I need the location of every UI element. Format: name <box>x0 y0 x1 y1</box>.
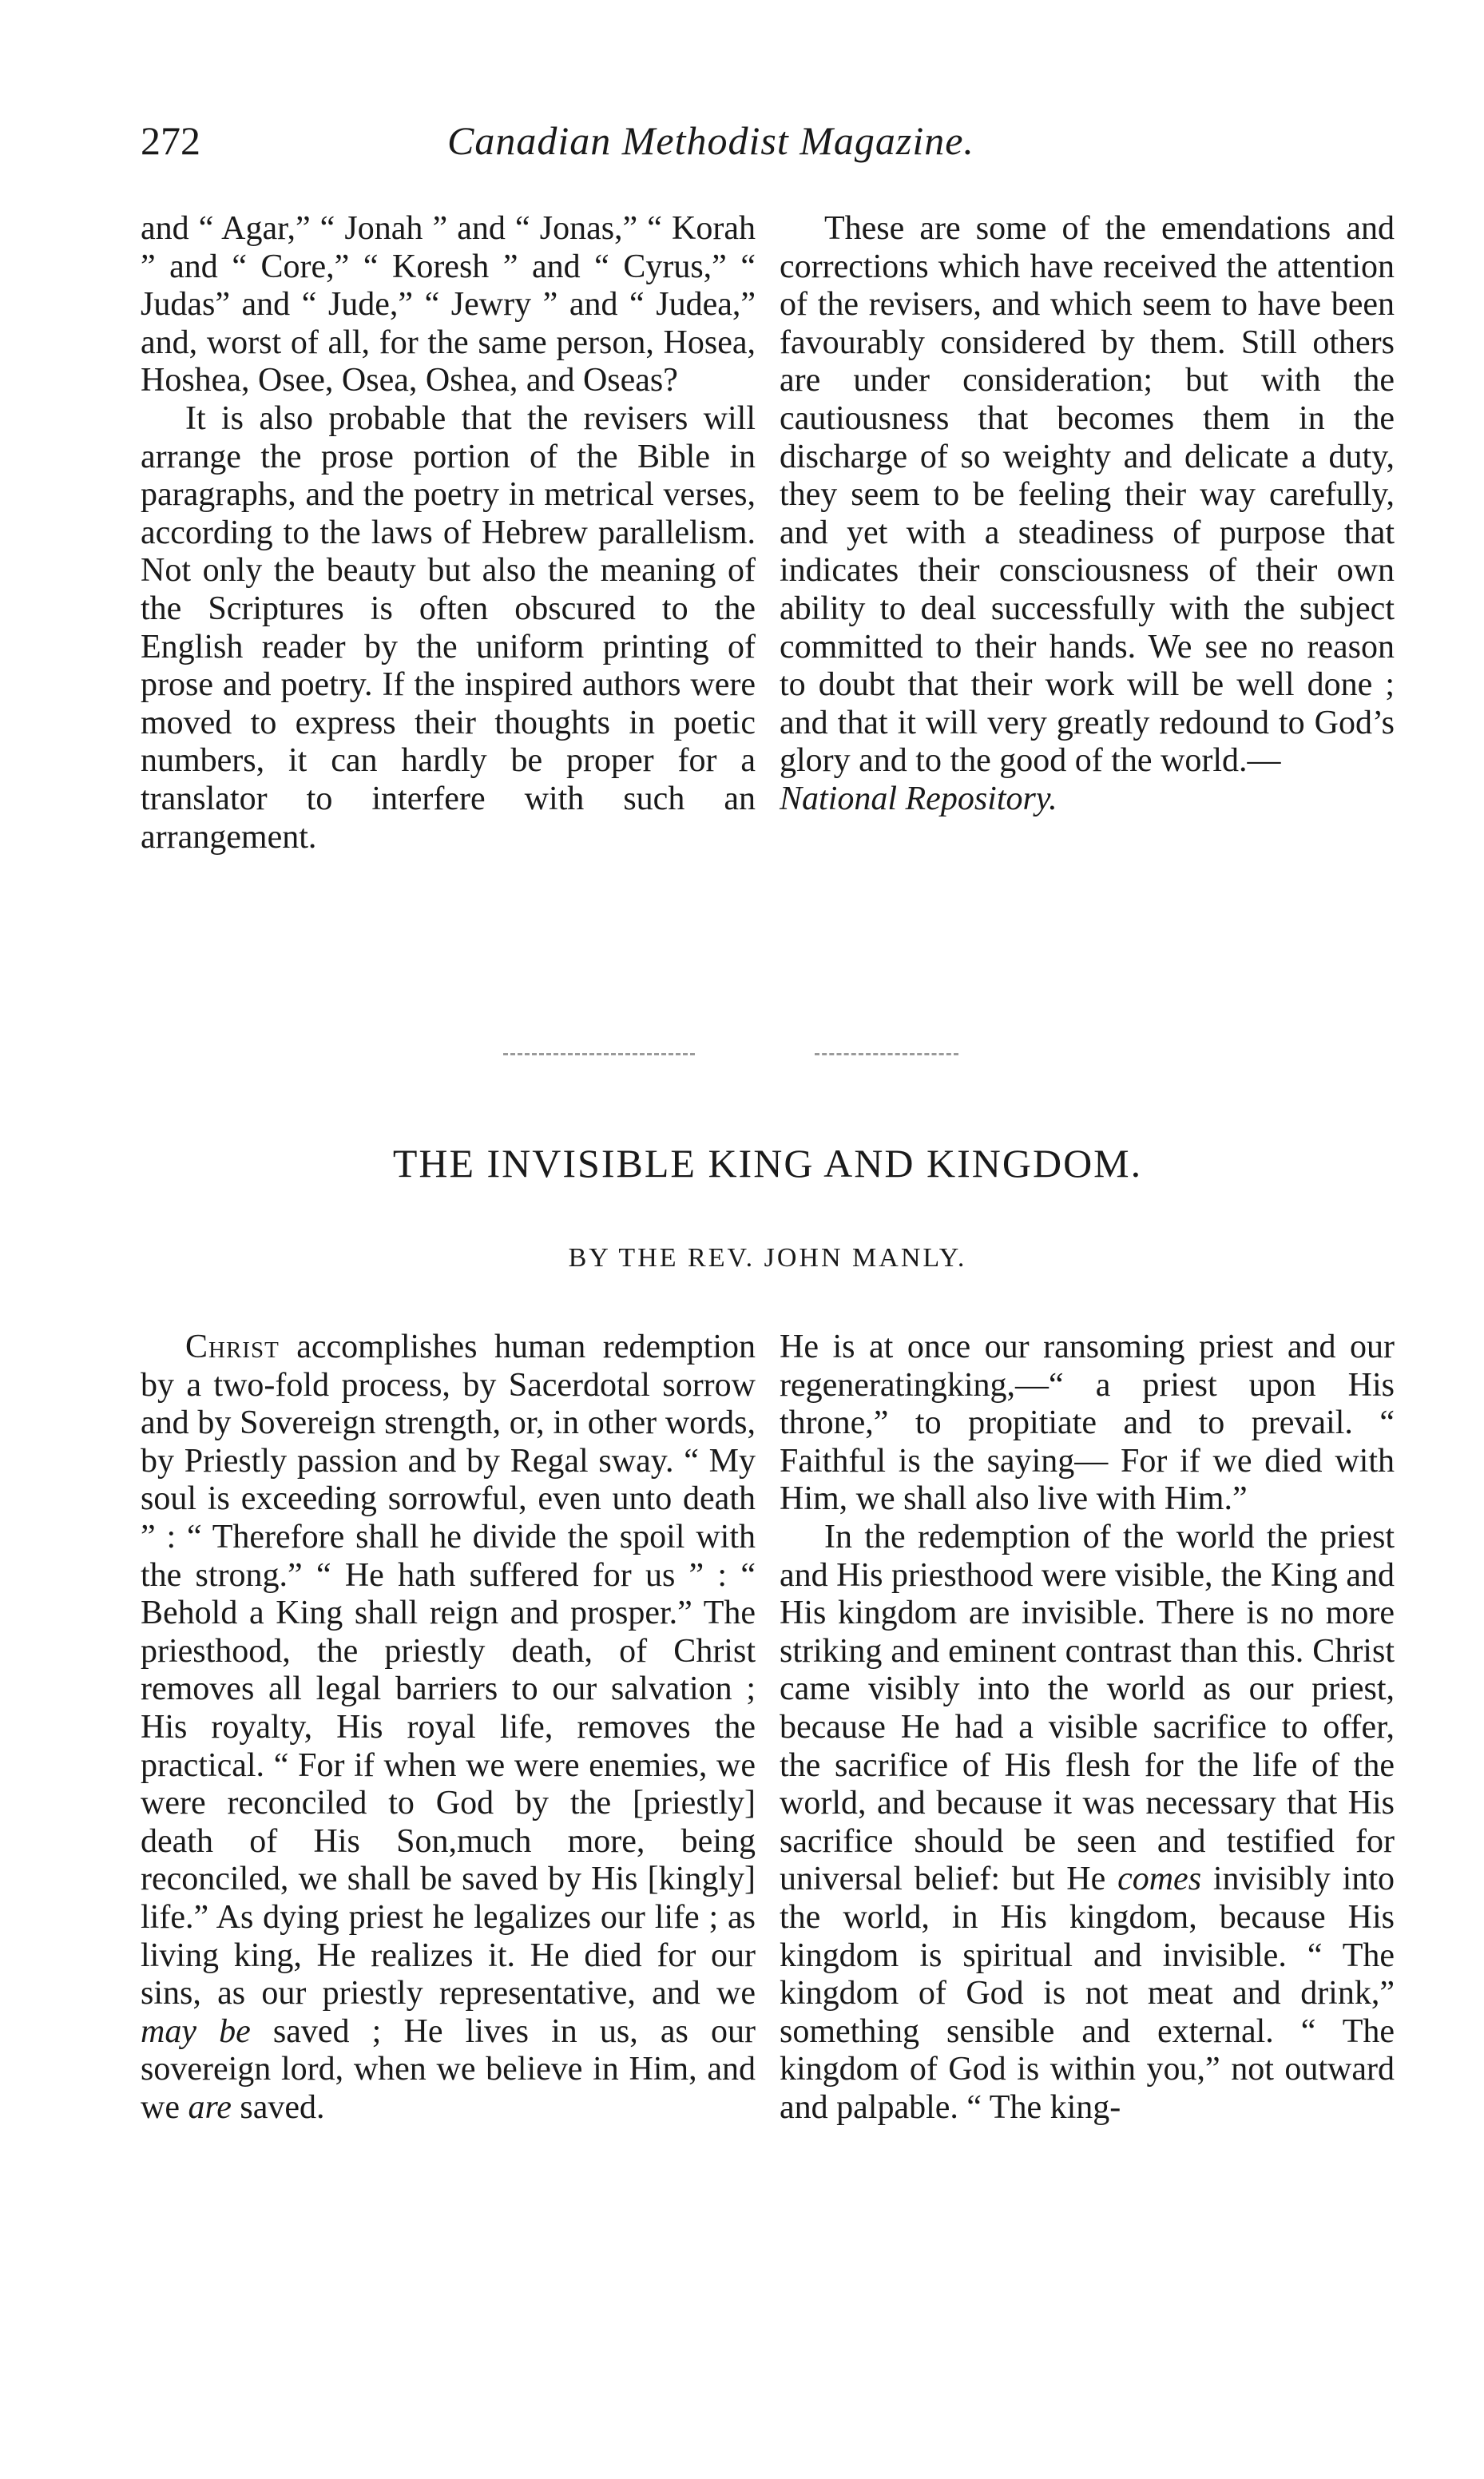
paragraph: and “ Agar,” “ Jonah ” and “ Jonas,” “ Korah ” and “ Core,” “ Koresh ” and “ Cyrus,” “ Judas” and “ Jude,” “ Jewry ” and “ Judea,” and, worst of all, for the same person, Hosea, Hoshea, Osee, Osea, Oshea, and Oseas? <box>141 210 756 399</box>
paragraph-text: accomplishes human redemption by a two-fold process, by Sacerdotal sorrow and by Sovereign strength, or, in other words, by Priestly passion and by Regal sway. “ My soul is exceeding sorrowful, even unto death ” : “ Therefore shall he divide the spoil with the strong.” “ He hath suffered for us ” : “ Behold a King shall reign and prosper.” The priesthood, the priestly death, of Christ removes all legal barriers to our salvation ; His royalty, His royal life, removes the practical. “ For if when we were enemies, we were reconciled to God by the [priestly] death of His Son,much more, being reconciled, we shall be saved by His [kingly] life.” As dying priest he legalizes our life ; as living king, He realizes it. He died for our sins, as our priestly representative, and we <box>141 1329 756 2012</box>
emphasis: are <box>188 2088 232 2126</box>
paragraph <box>780 210 1395 819</box>
paragraph: It is also probable that the revisers will arrange the prose portion of the Bible in paragraphs, and the poetry in metrical verses, according to the laws of Hebrew parallelism. Not only the beauty but also the meaning of the Scriptures is often obscured to the English reader by the uniform printing of prose and poetry. If the inspired authors were moved to express their thoughts in poetic numbers, it can hardly be proper for a translator to interfere with such an arrangement. <box>141 399 756 856</box>
top-right-column <box>780 210 1395 819</box>
paragraph: He is at once our ransoming priest and our regeneratingking,—“ a priest upon His throne,” to propitiate and to prevail. “ Faithful is the saying— For if we died with Him, we shall also live with Him.” <box>780 1329 1395 1518</box>
page-number: 272 <box>141 118 200 163</box>
emphasis: may be <box>141 2012 251 2050</box>
source-citation: National Repository. <box>780 780 1057 817</box>
paragraph-text: These are some of the emendations and corrections which have received the attention of the revisers, and which seem to have been favourably considered by them. Still others are under consideration; but with the cautiousness that becomes them in the discharge of so weighty and delicate a duty, they seem to be feeling their way carefully, and yet with a steadiness of purpose that indicates their consciousness of their own ability to deal successfully with the subject committed to their hands. We see no reason to doubt that their work will be well done ; and that it will very greatly redound to God’s glory and to the good of the world.— <box>780 210 1395 780</box>
article-right-column <box>780 1329 1395 2127</box>
article-byline: BY THE REV. JOHN MANLY. <box>568 1243 967 1273</box>
paragraph <box>780 1519 1395 2127</box>
article-left-column <box>141 1329 756 2127</box>
paragraph-text: invisibly into the world, in His kingdom, because His kingdom is spiritual and invisible. “ The kingdom of God is not meat and drink,” something sensible and external. “ The kingdom of God is within you,” not outward and palpable. “ The king- <box>780 1861 1395 2126</box>
paragraph-text: In the redemption of the world the priest and His priesthood were visible, the King and His kingdom are invisible. There is no more striking and eminent contrast than this. Christ came visibly into the world as our priest, because He had a visible sacrifice to offer, the sacrifice of His flesh for the life of the world, and because it was necessary that His sacrifice should be seen and testified for universal belief: but He <box>780 1518 1395 1898</box>
paragraph-text: saved ; He lives in us, as our sovereign lord, when we believe in Him, and we <box>141 2012 756 2126</box>
section-divider <box>815 1053 958 1058</box>
running-title: Canadian Methodist Magazine. <box>447 118 974 163</box>
top-left-column <box>141 210 756 856</box>
paragraph <box>141 1329 756 2127</box>
article-title: THE INVISIBLE KING AND KINGDOM. <box>392 1141 1143 1186</box>
section-divider <box>503 1053 695 1058</box>
paragraph-text: saved. <box>231 2088 325 2126</box>
emphasis: comes <box>1117 1861 1202 1898</box>
opening-word: Christ <box>185 1329 280 1365</box>
